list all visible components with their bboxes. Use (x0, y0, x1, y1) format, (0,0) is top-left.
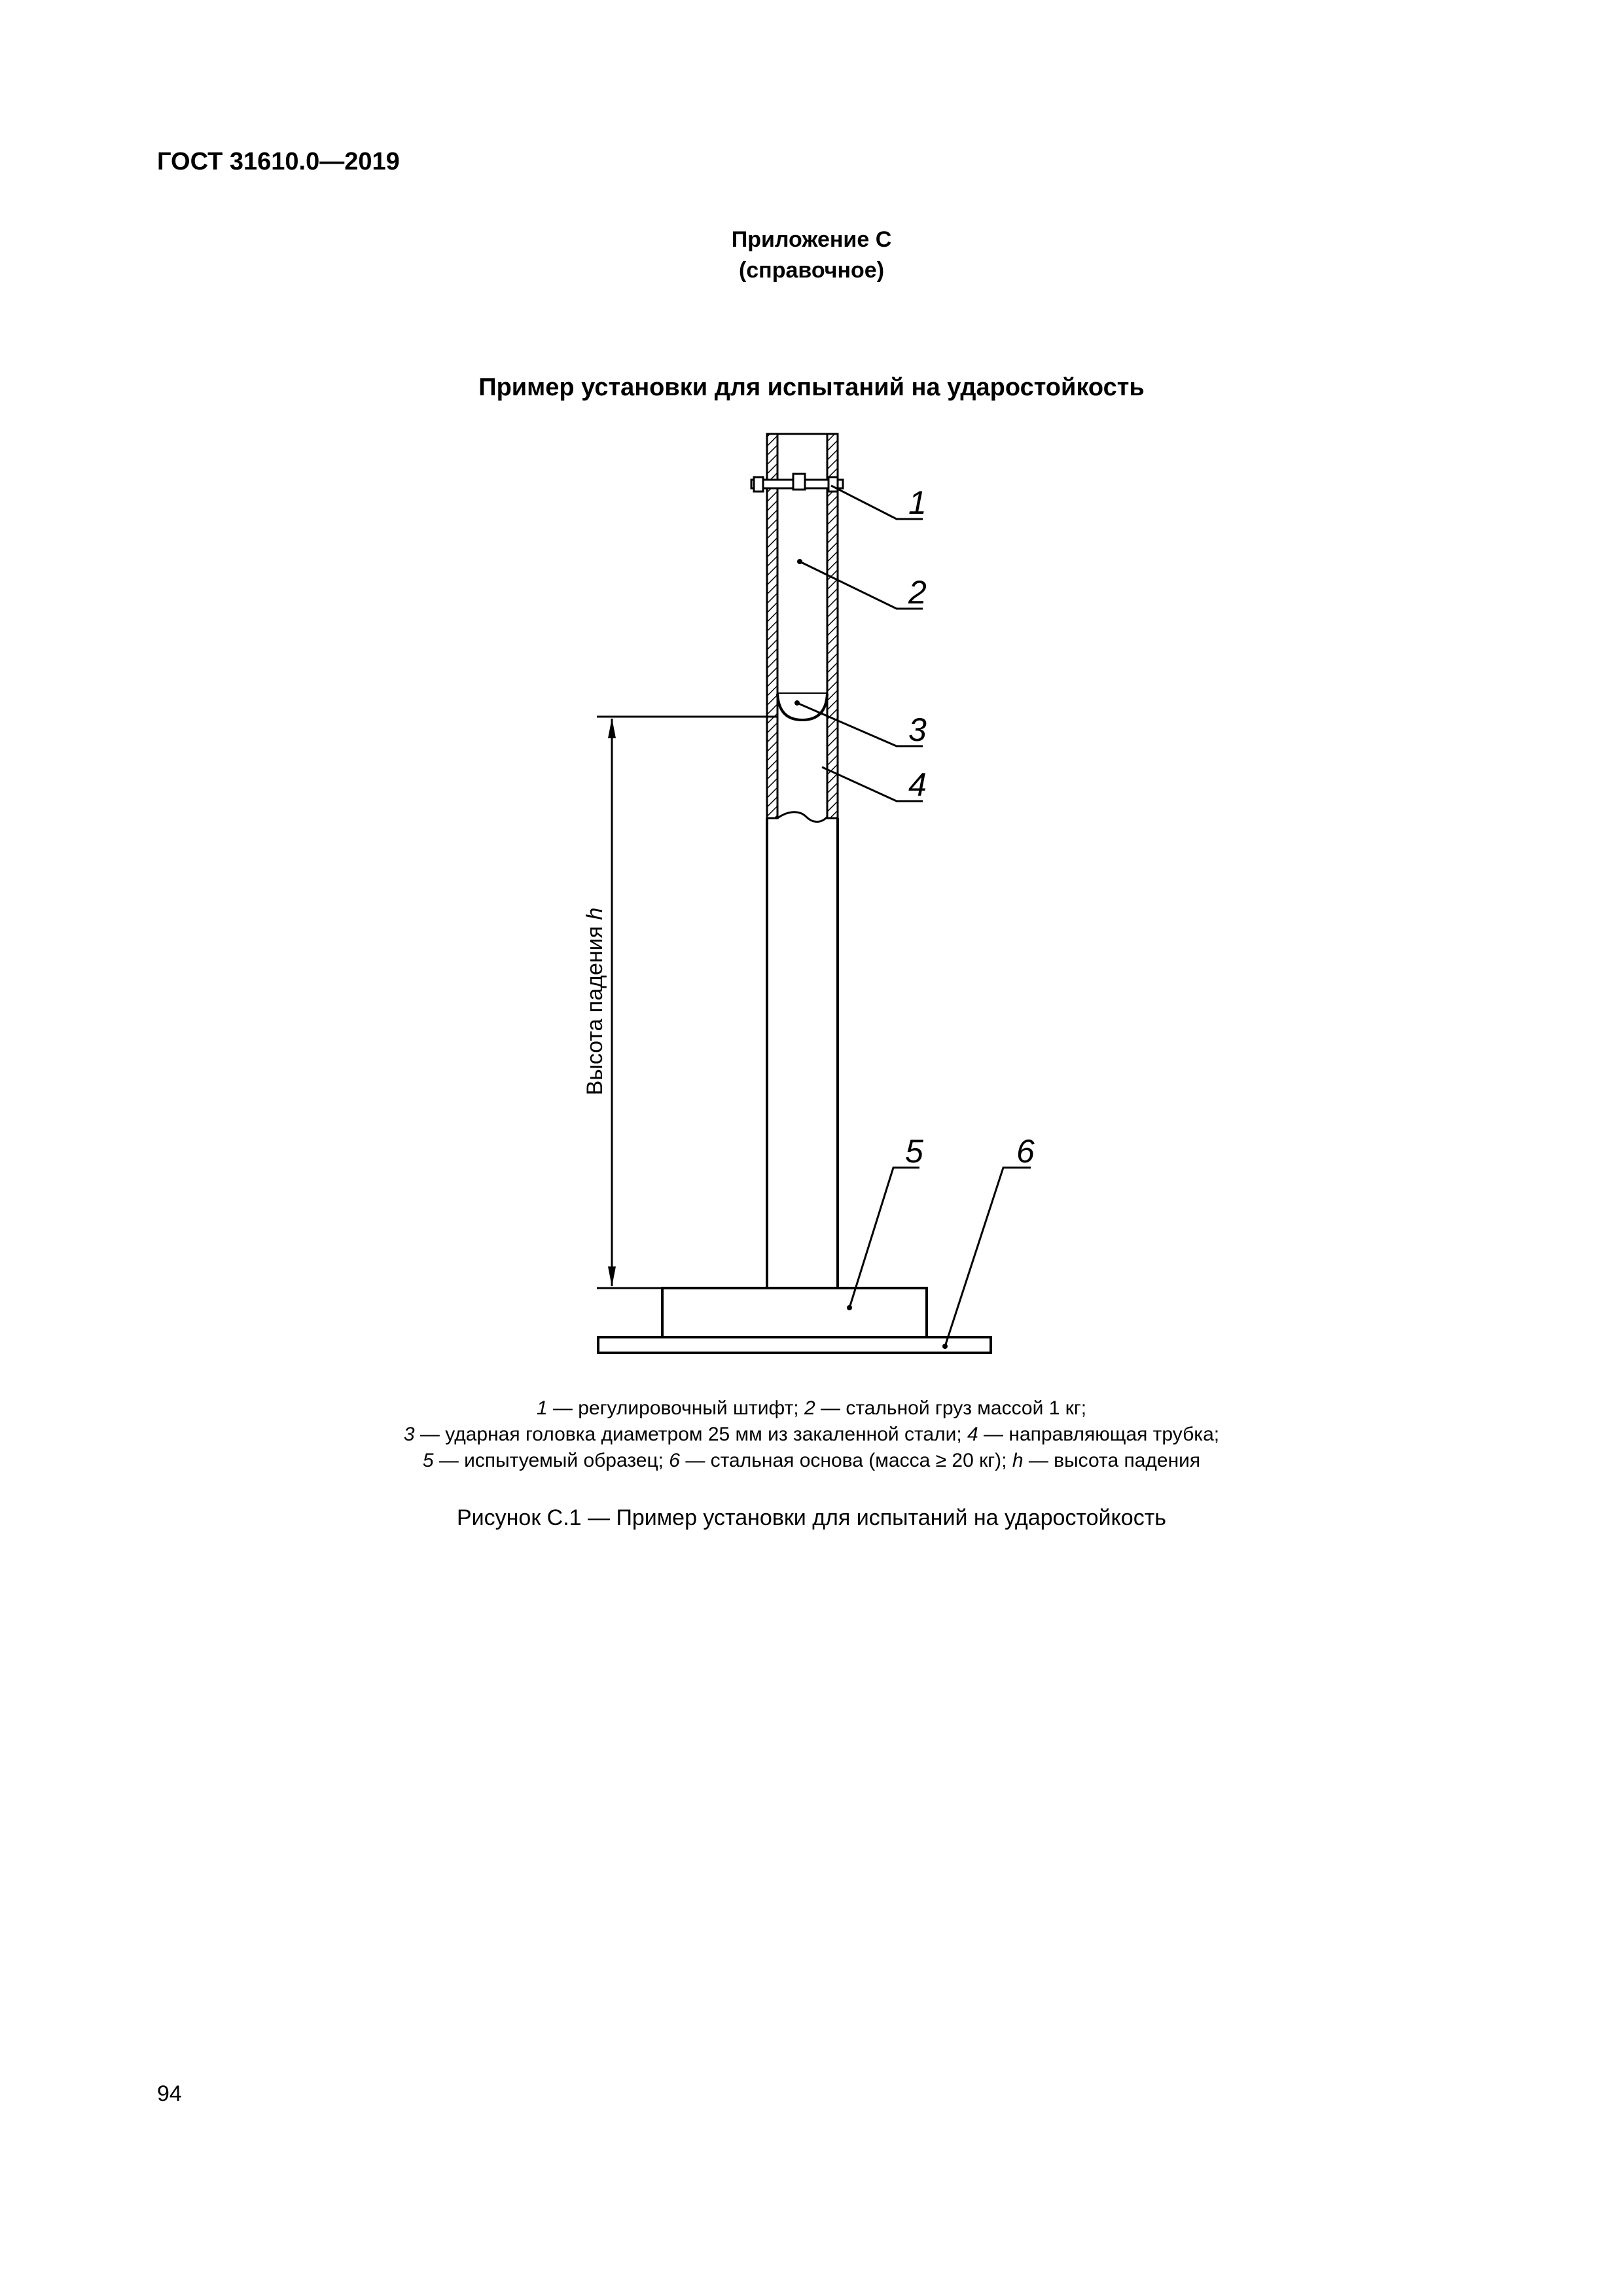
striking-head (777, 694, 827, 720)
callout-5: 5 (905, 1133, 923, 1170)
document-id: ГОСТ 31610.0—2019 (157, 148, 400, 175)
steel-base (598, 1337, 991, 1353)
figure-heading: Пример установки для испытаний на ударостойкость (478, 374, 1145, 401)
figure-legend-line-1: 1 — регулировочный штифт; 2 — стальной груз массой 1 кг; (536, 1397, 1087, 1419)
callout-1: 1 (908, 484, 927, 521)
leader-line-5 (849, 1168, 919, 1308)
drop-height-dimension (582, 717, 777, 1288)
callout-3: 3 (908, 711, 927, 748)
callout-6: 6 (1016, 1133, 1035, 1170)
callout-2: 2 (908, 574, 927, 611)
page-number: 94 (157, 2081, 182, 2106)
annex-status: (справочное) (738, 258, 885, 283)
test-specimen (662, 1288, 927, 1337)
leader-line-6 (945, 1168, 1031, 1346)
drop-height-label: Высота падения h (582, 907, 607, 1096)
leader-line-2 (800, 562, 923, 609)
adjustment-pin (751, 474, 843, 492)
callout-4: 4 (908, 766, 927, 803)
figure-caption: Рисунок С.1 — Пример установки для испытаний на ударостойкость (456, 1505, 1167, 1530)
annex-title: Приложение С (731, 227, 892, 252)
figure-legend-line-2: 3 — ударная головка диаметром 25 мм из закаленной стали; 4 — направляющая трубка; (403, 1424, 1220, 1445)
figure-legend-line-3: 5 — испытуемый образец; 6 — стальная основа (масса ≥ 20 кг); h — высота падения (422, 1450, 1201, 1471)
